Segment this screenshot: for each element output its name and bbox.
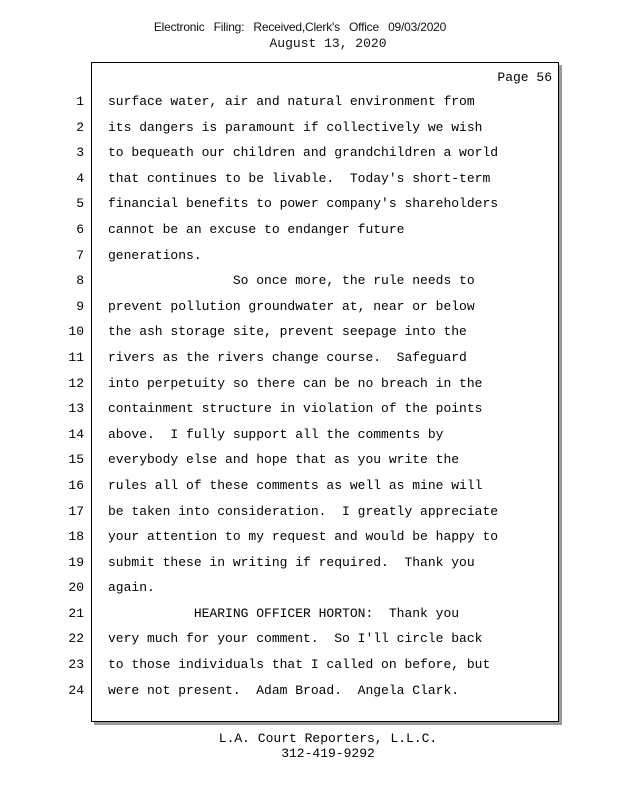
line-number: 24 [68,682,84,698]
line-number: 5 [76,196,84,212]
line-number: 13 [68,401,84,417]
line-text: again. [108,580,155,596]
filing-stamp: Electronic Filing: Received,Clerk's Office 09/03/2020 [153,20,447,34]
line-number: 15 [68,452,84,468]
line-number: 18 [68,529,84,545]
line-number: 16 [68,477,84,493]
line-text: containment structure in violation of the points [108,401,483,417]
transcript-line [0,652,618,678]
transcript-line [0,371,618,397]
line-text: HEARING OFFICER HORTON: Thank you [108,605,460,621]
line-number: 2 [76,119,84,135]
line-text: everybody else and hope that as you write the [108,452,460,468]
line-text: financial benefits to power company's shareholders [108,196,499,212]
line-number: 3 [76,145,84,161]
transcript-line [0,550,618,576]
line-number: 9 [76,298,84,314]
transcript-line [0,319,618,345]
line-number: 6 [76,221,84,237]
transcript-line [0,191,618,217]
line-text: to those individuals that I called on before, but [108,657,491,673]
transcript-line [0,422,618,448]
court-reporter-phone: 312-419-9292 [281,746,375,761]
transcript-line [0,447,618,473]
transcript-line [0,396,618,422]
line-text: into perpetuity so there can be no breach in the [108,375,483,391]
line-number: 1 [76,94,84,109]
line-number: 10 [68,324,84,340]
line-text: generations. [108,247,202,263]
transcript-line [0,678,618,704]
footer [0,731,618,761]
line-text: very much for your comment. So I'll circle back [108,631,483,647]
transcript-date: August 13, 2020 [269,36,387,51]
line-number: 11 [68,349,84,365]
transcript-line [0,601,618,627]
line-text: its dangers is paramount if collectively we wish [108,119,483,135]
transcript-line [0,345,618,371]
line-text: were not present. Adam Broad. Angela Clark. [108,682,460,698]
line-number: 17 [68,503,84,519]
transcript-lines [0,89,618,703]
transcript-line [0,473,618,499]
line-number: 4 [76,170,84,186]
line-text: the ash storage site, prevent seepage into the [108,324,467,340]
line-text: to bequeath our children and grandchildren a world [108,145,499,161]
line-text: rivers as the rivers change course. Safeguard [108,349,467,365]
transcript-line [0,268,618,294]
transcript-line [0,524,618,550]
line-number: 19 [68,554,84,570]
line-text: your attention to my request and would be happy to [108,529,499,545]
line-number: 14 [68,426,84,442]
line-number: 20 [68,580,84,596]
transcript-line [0,140,618,166]
transcript-line [0,115,618,141]
line-number: 12 [68,375,84,391]
page-number: Page 56 [497,70,552,85]
line-text: rules all of these comments as well as mine will [108,477,483,493]
line-text: above. I fully support all the comments by [108,426,444,442]
transcript-line [0,626,618,652]
transcript-line [0,166,618,192]
transcript-line [0,89,618,115]
line-text: prevent pollution groundwater at, near or below [108,298,475,314]
transcript-line [0,294,618,320]
line-text: submit these in writing if required. Thank you [108,554,475,570]
line-number: 21 [68,605,84,621]
line-text: cannot be an excuse to endanger future [108,221,405,237]
line-number: 8 [76,273,84,289]
line-text: that continues to be livable. Today's short-term [108,170,491,186]
line-number: 23 [68,657,84,673]
transcript-line [0,217,618,243]
transcript-line [0,575,618,601]
line-text: surface water, air and natural environment from [108,94,475,109]
line-text: So once more, the rule needs to [108,273,475,289]
transcript-line [0,243,618,269]
line-number: 22 [68,631,84,647]
transcript-line [0,499,618,525]
line-text: be taken into consideration. I greatly appreciate [108,503,499,519]
line-number: 7 [76,247,84,263]
court-reporter-name: L.A. Court Reporters, L.L.C. [218,731,438,746]
